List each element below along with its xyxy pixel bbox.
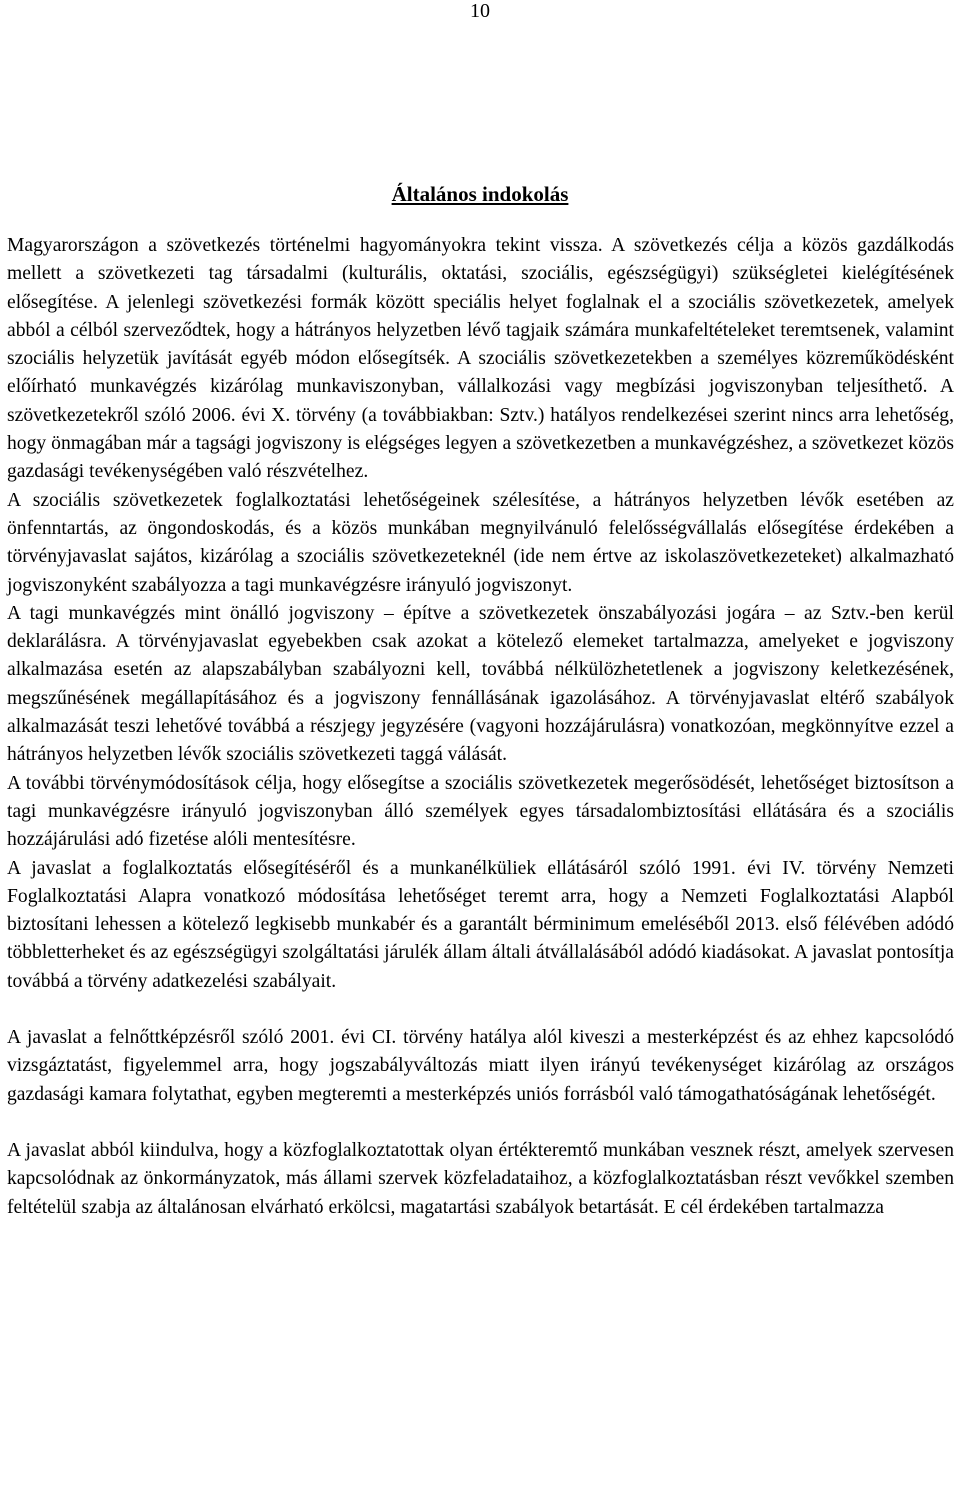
paragraph-adult-education: A javaslat a felnőttképzésről szóló 2001. évi CI. törvény hatálya alól kiveszi a mesterképzést és az ehhez kapcsolódó vizsgáztatást, figyelemmel arra, hogy jogszabályváltozás miatt ilyen irányú tevékenységet kizárólag az országos gazdasági kamara folytathat, egyben megteremti a mesterképzés uniós forrásból való támogathatóságának lehetőségét.	[7, 1027, 954, 1105]
page-title: Általános indokolás	[391, 182, 569, 206]
paragraph-public-work: A javaslat abból kiindulva, hogy a közfoglalkoztatottak olyan értékteremtő munkában vesznek részt, amelyek szervesen kapcsolódnak az önkormányzatok, más állami szervek közfeladataihoz, a közfoglalkoztatásban részt vevőkkel szemben feltételül szabja az általánosan elvárható erkölcsi, magatartási szabályok betartását. E cél érdekében tartalmazza	[7, 1139, 954, 1218]
paragraph-cooperative-history: Magyarországon a szövetkezés történelmi hagyományokra tekint vissza. A szövetkezés célja a közös gazdálkodás mellett a szövetkezeti tag társadalmi (kulturális, oktatási, szociális, egészségügyi) szükségletei kielégítésének elősegítése. A jelenlegi szövetkezési formák között speciális helyet foglalnak el a szociális szövetkezetek, amelyek abból a célból szerveződtek, hogy a hátrányos helyzetben lévő tagjaik számára munkafeltételeket teremtsenek, valamint szociális helyzetük javítását egyéb módon elősegítsék. A szociális szövetkezetekben a személyes közreműködésként előírható munkavégzés kizárólag munkaviszonyban, vállalkozási vagy megbízási jogviszonyban teljesíthető. A szövetkezetekről szóló 2006. évi X. törvény (a továbbiakban: Sztv.) hatályos rendelkezései szerint nincs arra lehetőség, hogy önmagában már a tagsági jogviszony is elégséges legyen a szövetkezetben a munkavégzéshez, a szövetkezet közös gazdasági tevékenységében való részvételhez.	[7, 235, 954, 483]
paragraph-member-work-relationship: A tagi munkavégzés mint önálló jogviszony – építve a szövetkezetek önszabályozási jogára – az Sztv.-ben kerül deklarálásra. A törvényjavaslat egyebekben csak azokat a kötelező elemeket tartalmazza, amelyeket e jogviszony alkalmazása esetén az alapszabályban szabályozni kell, továbbá nélkülözhetetlenek a jogviszony keletkezésének, megszűnésének megállapításához és a jogviszony fennállásának igazolásához. A törvényjavaslat eltérő szabályok alkalmazását teszi lehetővé továbbá a részjegy jegyzésére (vagyoni hozzájárulásra) vonatkozóan, megkönnyítve ezzel a hátrányos helyzetben lévők szociális szövetkezeti taggá válását.	[7, 602, 954, 766]
page-number: 10	[470, 0, 490, 22]
document-body	[7, 232, 954, 1222]
paragraph-further-amendments: A további törvénymódosítások célja, hogy elősegítse a szociális szövetkezetek megerősödését, lehetőséget biztosítson a tagi munkavégzésre irányuló jogviszonyban álló személyek egyes társadalombiztosítási ellátására és a szociális hozzájárulási adó fizetése alóli mentesítésre.	[7, 772, 954, 851]
paragraph-employment-expansion: A szociális szövetkezetek foglalkoztatási lehetőségeinek szélesítése, a hátrányos helyzetben lévők esetében az önfenntartás, az öngondoskodás, és a közös munkában megnyilvánuló felelősségvállalás elősegítése érdekében a törvényjavaslat sajátos, kizárólag a szociális szövetkezeteknél (ide nem értve az iskolaszövetkezeteket) alkalmazható jogviszonyként szabályozza a tagi munkavégzésre irányuló jogviszonyt.	[7, 489, 954, 596]
paragraph-employment-fund: A javaslat a foglalkoztatás elősegítéséről és a munkanélküliek ellátásáról szóló 1991. évi IV. törvény Nemzeti Foglalkoztatási Alapra vonatkozó módosítása lehetőséget teremt arra, hogy a Nemzeti Foglalkoztatási Alapból biztosítani lehessen a kötelező legkisebb munkabér és a garantált bérminimum emeléséből 2013. első félévében adódó többletterheket és az egészségügyi szolgáltatási járulék állam általi átvállalásából adódó kiadásokat. A javaslat pontosítja továbbá a törvény adatkezelési szabályait.	[7, 857, 954, 992]
